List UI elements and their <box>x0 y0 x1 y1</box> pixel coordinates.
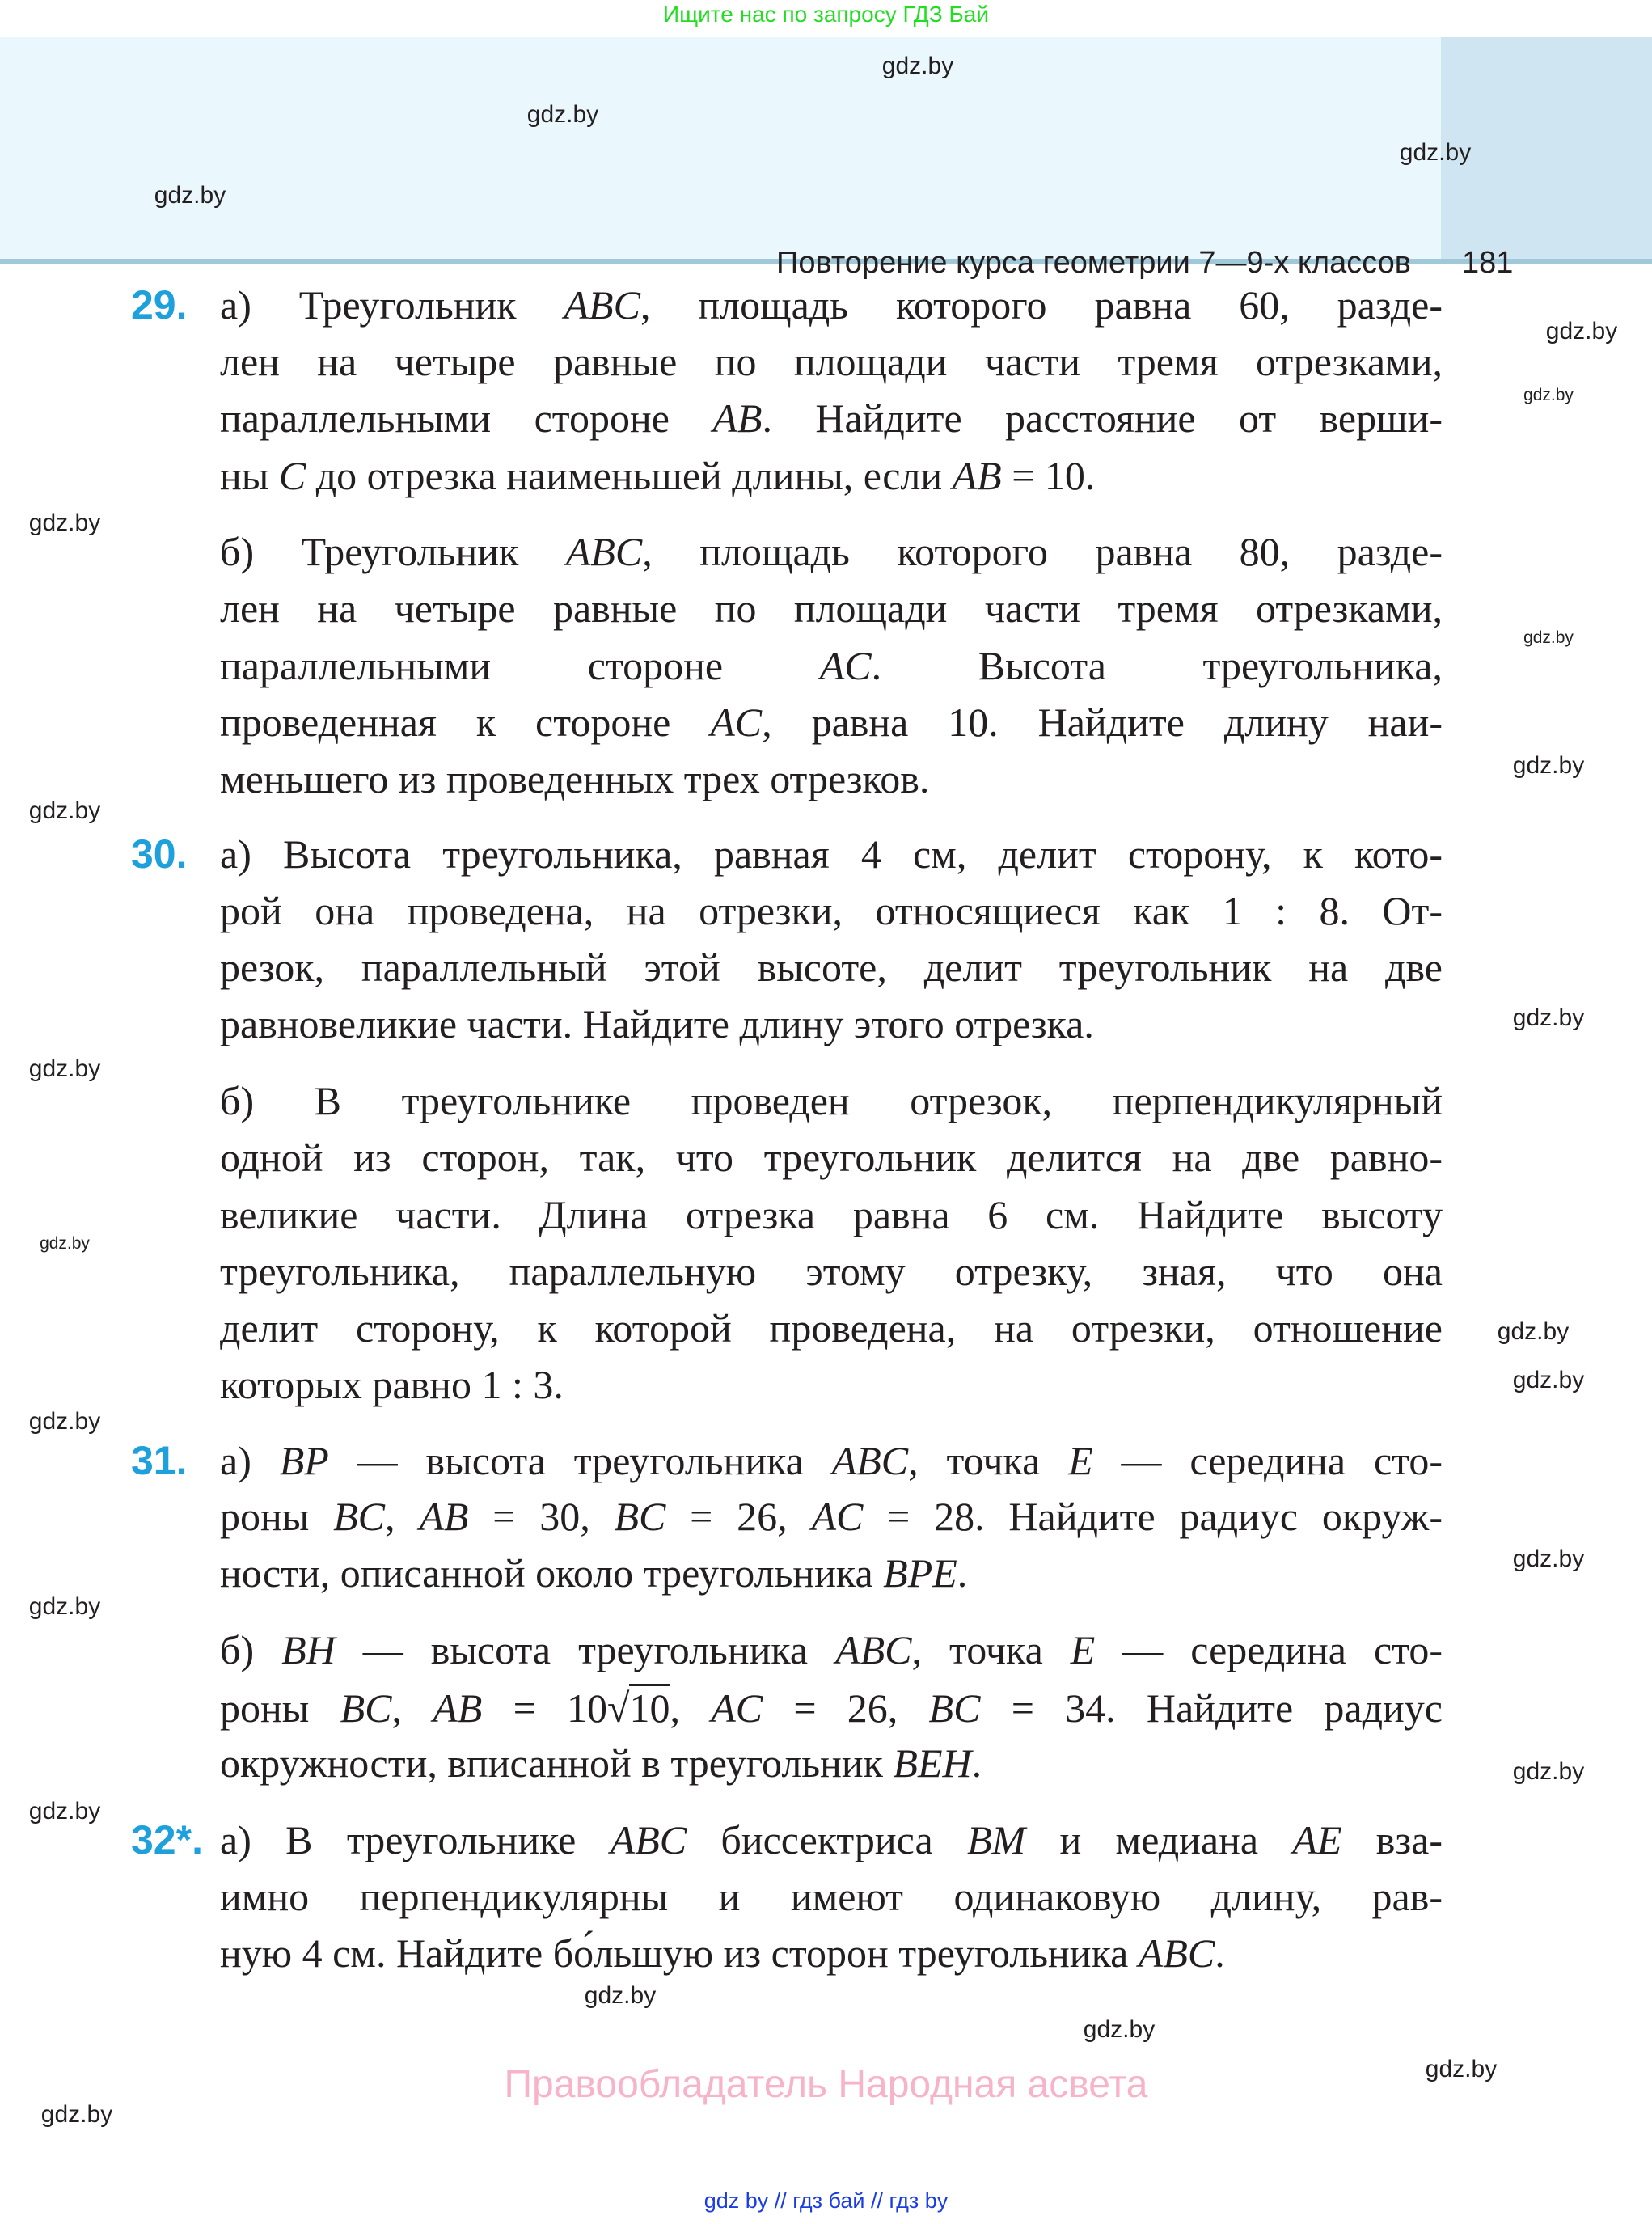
problem-text-line: рой она проведена, на отрезки, относящиеся как 1 : 8. От- <box>220 888 1443 933</box>
problem-text-line: имно перпендикулярны и имеют одинаковую длину, рав- <box>220 1874 1443 1919</box>
watermark-text: gdz.by <box>1425 2056 1498 2082</box>
problem-text-line: ную 4 см. Найдите бо́льшую из сторон треугольника ABC. <box>220 1930 1225 1976</box>
watermark-text: gdz.by <box>28 509 101 536</box>
watermark-text: gdz.by <box>526 101 599 128</box>
problem-number: 30. <box>131 831 188 877</box>
watermark-text: gdz.by <box>881 53 954 79</box>
problem-text-line: равновеликие части. Найдите длину этого отрезка. <box>220 1001 1094 1046</box>
problem-text-line: а) BP — высота треугольника ABC, точка E — середина сто- <box>220 1438 1443 1483</box>
problem-text-line: роны BC, AB = 30, BC = 26, AC = 28. Найдите радиус окруж- <box>220 1494 1443 1539</box>
watermark-text: gdz.by <box>40 1234 90 1253</box>
watermark-text: gdz.by <box>1523 628 1574 647</box>
watermark-text: gdz.by <box>154 182 226 209</box>
watermark-text: gdz.by <box>28 1798 101 1824</box>
watermark-text: gdz.by <box>1523 386 1574 404</box>
footer-links[interactable]: gdz by // гдз бай // гдз by <box>703 2188 949 2213</box>
problem-text-line: меньшего из проведенных трех отрезков. <box>220 756 930 801</box>
running-title: Повторение курса геометрии 7—9-х классов <box>776 246 1411 280</box>
problem-number: 31. <box>131 1438 188 1483</box>
watermark-text: gdz.by <box>1512 1367 1585 1393</box>
watermark-text: gdz.by <box>584 1982 657 2009</box>
problem-text-line: одной из сторон, так, что треугольник делится на две равно- <box>220 1135 1443 1180</box>
watermark-text: gdz.by <box>40 2101 113 2128</box>
problem-text-line: а) В треугольнике ABC биссектриса BM и медиана AE вза- <box>220 1817 1443 1862</box>
watermark-text: gdz.by <box>1512 752 1585 779</box>
problem-text-line: ны C до отрезка наименьшей длины, если AB = 10. <box>220 453 1096 498</box>
watermark-text: gdz.by <box>1512 1004 1585 1031</box>
problem-text-line: делит сторону, к которой проведена, на отрезки, отношение <box>220 1305 1443 1351</box>
problem-text-line: треугольника, параллельную этому отрезку, зная, что она <box>220 1249 1443 1294</box>
watermark-text: gdz.by <box>1083 2016 1156 2043</box>
problem-number: 32*. <box>131 1817 203 1862</box>
copyright-owner: Правообладатель Народная асвета <box>504 2063 1148 2106</box>
watermark-text: gdz.by <box>28 1593 101 1620</box>
problem-text-line: параллельными стороне AB. Найдите расстояние от верши- <box>220 395 1443 441</box>
page-number-panel <box>1441 37 1652 259</box>
problem-text-line: которых равно 1 : 3. <box>220 1362 564 1407</box>
watermark-text: gdz.by <box>28 1055 101 1082</box>
problem-text-line: великие части. Длина отрезка равна 6 см. Найдите высоту <box>220 1192 1443 1237</box>
problem-text-line: а) Треугольник ABC, площадь которого равна 60, разде- <box>220 282 1443 328</box>
watermark-text: gdz.by <box>1399 139 1472 166</box>
watermark-text: gdz.by <box>1545 318 1618 345</box>
problem-text-line: лен на четыре равные по площади части тремя отрезками, <box>220 339 1443 384</box>
problem-text-line: параллельными стороне AC. Высота треугольника, <box>220 643 1443 688</box>
problem-text-line: проведенная к стороне AC, равна 10. Найдите длину наи- <box>220 700 1443 745</box>
watermark-text: gdz.by <box>1512 1758 1585 1785</box>
problem-text-line: роны BC, AB = 10√10, AC = 26, BC = 34. Найдите радиус <box>220 1685 1443 1731</box>
problem-text-line: б) В треугольнике проведен отрезок, перпендикулярный <box>220 1078 1443 1123</box>
problem-text-line: окружности, вписанной в треугольник BEH. <box>220 1740 982 1786</box>
problem-text-line: б) Треугольник ABC, площадь которого равна 80, разде- <box>220 529 1443 574</box>
problem-text-line: а) Высота треугольника, равная 4 см, делит сторону, к кото- <box>220 831 1443 877</box>
watermark-text: gdz.by <box>1512 1545 1585 1572</box>
problem-text-line: б) BH — высота треугольника ABC, точка E — середина сто- <box>220 1627 1443 1672</box>
problem-text-line: резок, параллельный этой высоте, делит треугольник на две <box>220 945 1443 990</box>
watermark-text: gdz.by <box>1497 1318 1570 1345</box>
search-hint: Ищите нас по запросу ГДЗ Бай <box>662 2 990 27</box>
watermark-text: gdz.by <box>28 1408 101 1435</box>
watermark-text: gdz.by <box>28 797 101 824</box>
problem-text-line: лен на четыре равные по площади части тремя отрезками, <box>220 586 1443 631</box>
problem-text-line: ности, описанной около треугольника BPE. <box>220 1550 968 1596</box>
page-number: 181 <box>1462 246 1514 280</box>
problem-number: 29. <box>131 282 188 328</box>
